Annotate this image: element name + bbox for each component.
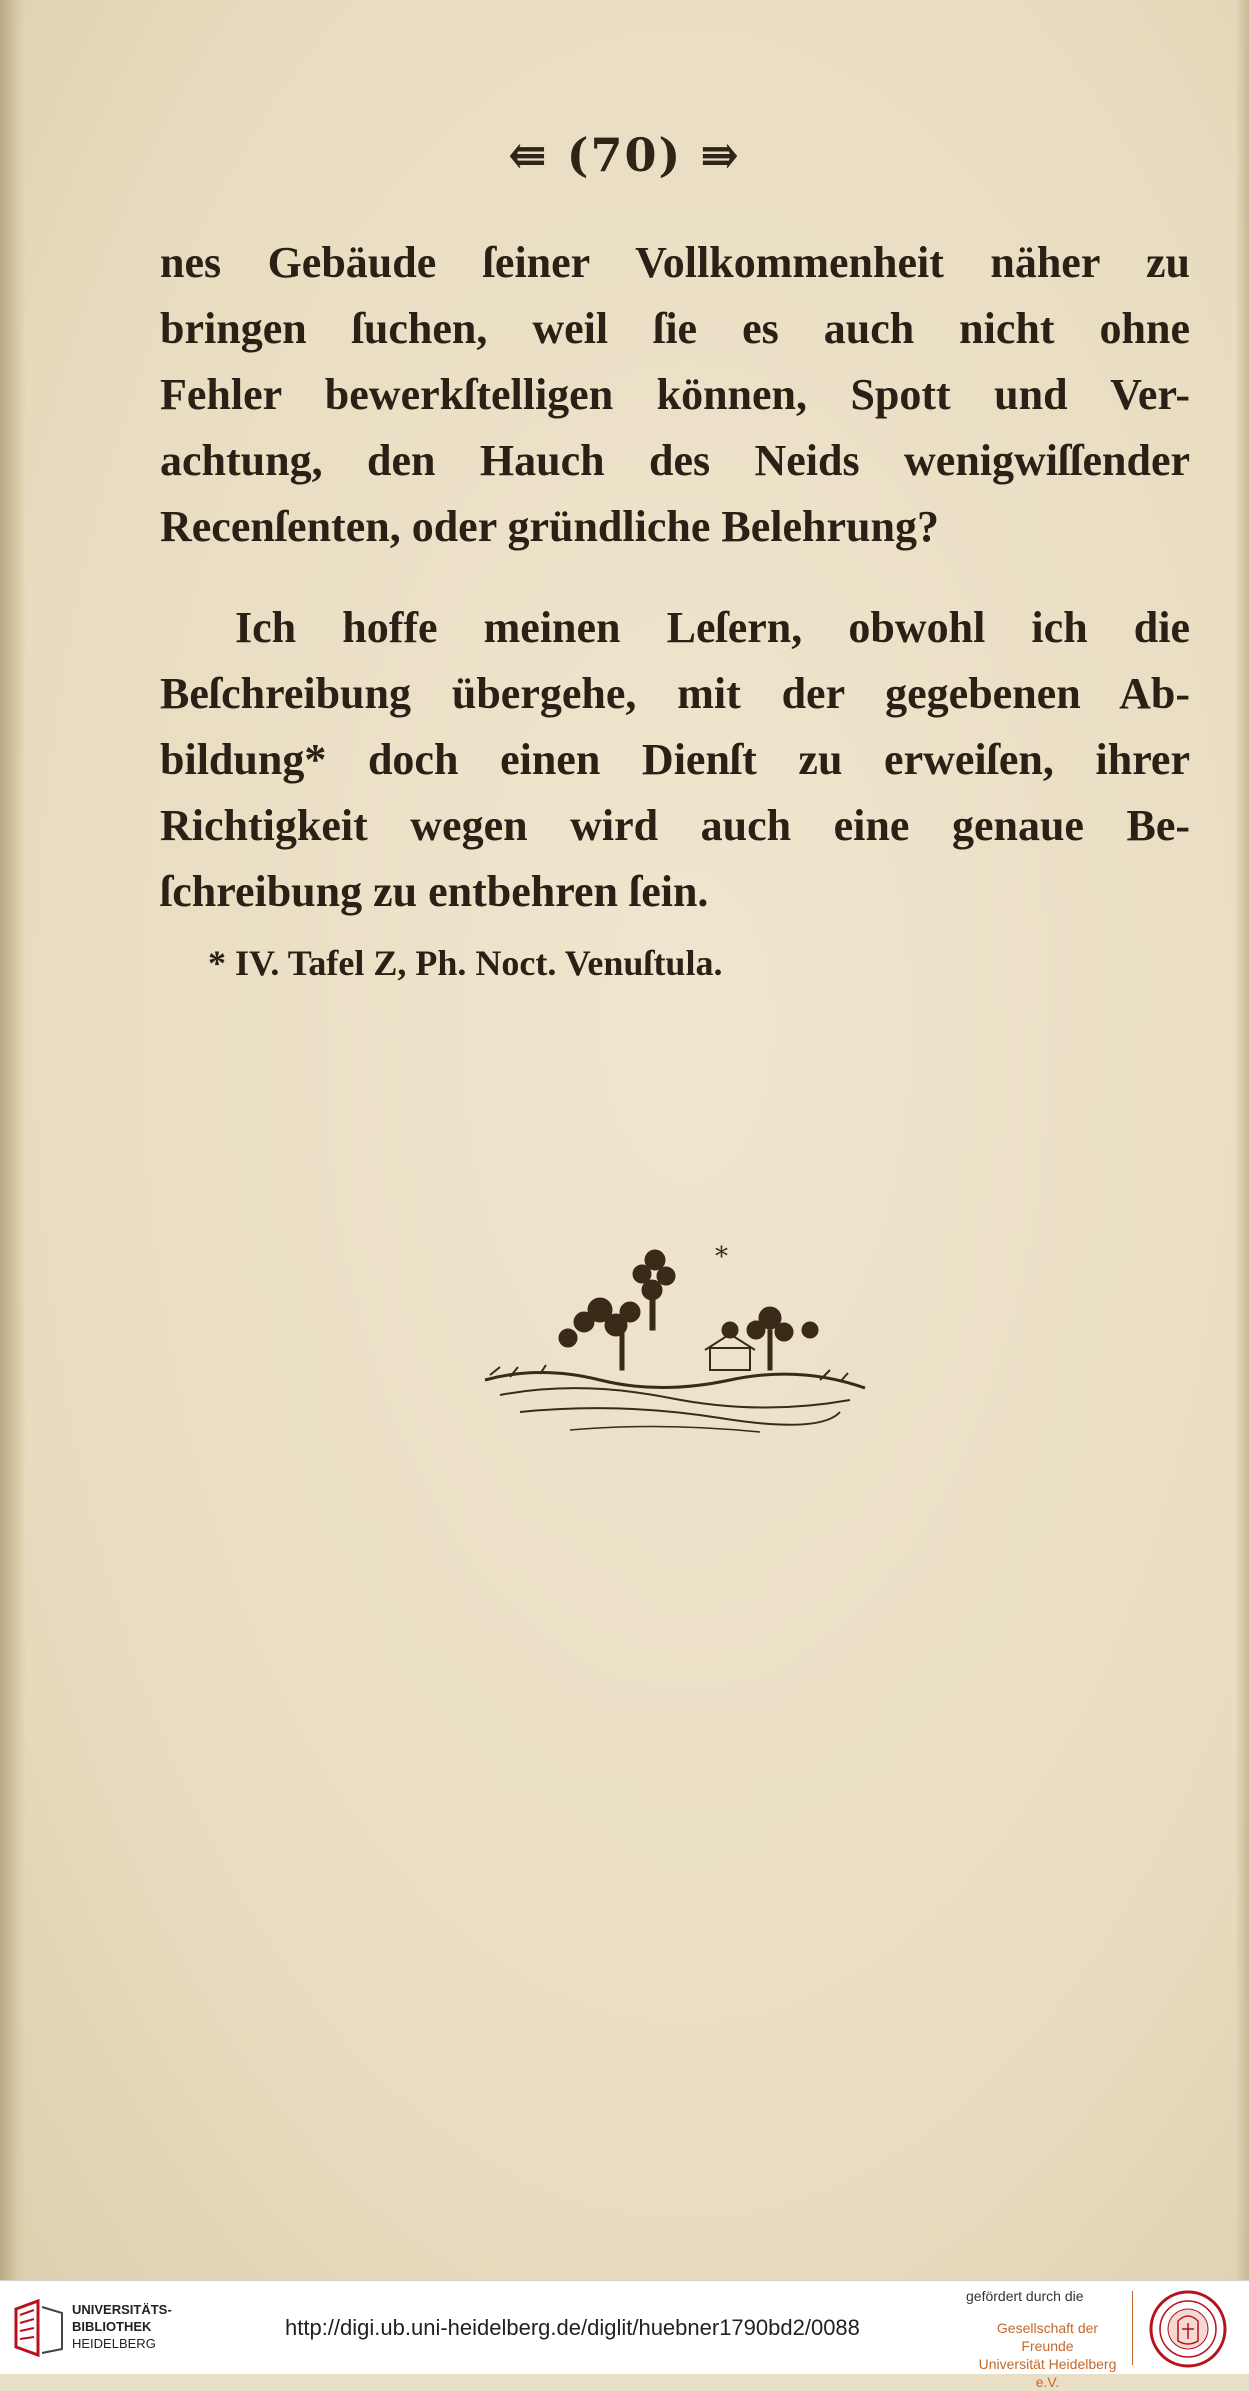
- paragraph-1: [160, 230, 1190, 560]
- sponsor-name-line: Universität Heidelberg e.V.: [978, 2356, 1117, 2390]
- text-line: Fehler bewerkſtelligen können, Spott und Ver-: [160, 370, 1190, 419]
- sponsor-name: [970, 2319, 1125, 2391]
- text-line: ſchreibung zu entbehren ſein.: [160, 867, 709, 916]
- page-edge-right: [1235, 0, 1249, 2280]
- text-line: bringen ſuchen, weil ſie es auch nicht ohne: [160, 304, 1190, 353]
- page-edge-left: [0, 0, 26, 2280]
- library-name-line: BIBLIOTHEK: [72, 2319, 152, 2334]
- svg-text:*: *: [715, 1242, 728, 1272]
- text-line: Recenſenten, oder gründliche Belehrung?: [160, 502, 939, 551]
- footer-bar: [0, 2280, 1249, 2390]
- page-header: ⇚ (70) ⇛: [508, 128, 741, 182]
- university-library-logo-icon: [12, 2299, 66, 2357]
- library-name: [72, 2301, 172, 2352]
- landscape-vignette-icon: [480, 1230, 870, 1460]
- library-name-line: HEIDELBERG: [72, 2336, 156, 2351]
- text-line: achtung, den Hauch des Neids wenigwiſſender: [160, 436, 1190, 485]
- university-seal-icon: [1148, 2289, 1228, 2369]
- text-line: Beſchreibung übergehe, mit der gegebenen Ab-: [160, 669, 1190, 718]
- divider: [1132, 2291, 1133, 2365]
- text-line: Richtigkeit wegen wird auch eine genaue Be-: [160, 801, 1190, 850]
- footnote: * IV. Tafel Z, Ph. Noct. Venuſtula.: [208, 943, 723, 983]
- text-line: nes Gebäude ſeiner Vollkommenheit näher zu: [160, 238, 1190, 287]
- text-line: bildung* doch einen Dienſt zu erweiſen, ihrer: [160, 735, 1190, 784]
- sponsor-label: gefördert durch die: [966, 2288, 1084, 2304]
- document-url-link[interactable]: http://digi.ub.uni-heidelberg.de/diglit/huebner1790bd2/0088: [285, 2315, 860, 2340]
- paragraph-2: [160, 595, 1190, 925]
- library-name-line: UNIVERSITÄTS-: [72, 2302, 172, 2317]
- sponsor-name-line: Gesellschaft der Freunde: [996, 2320, 1099, 2354]
- text-line: Ich hoffe meinen Leſern, obwohl ich die: [235, 603, 1190, 652]
